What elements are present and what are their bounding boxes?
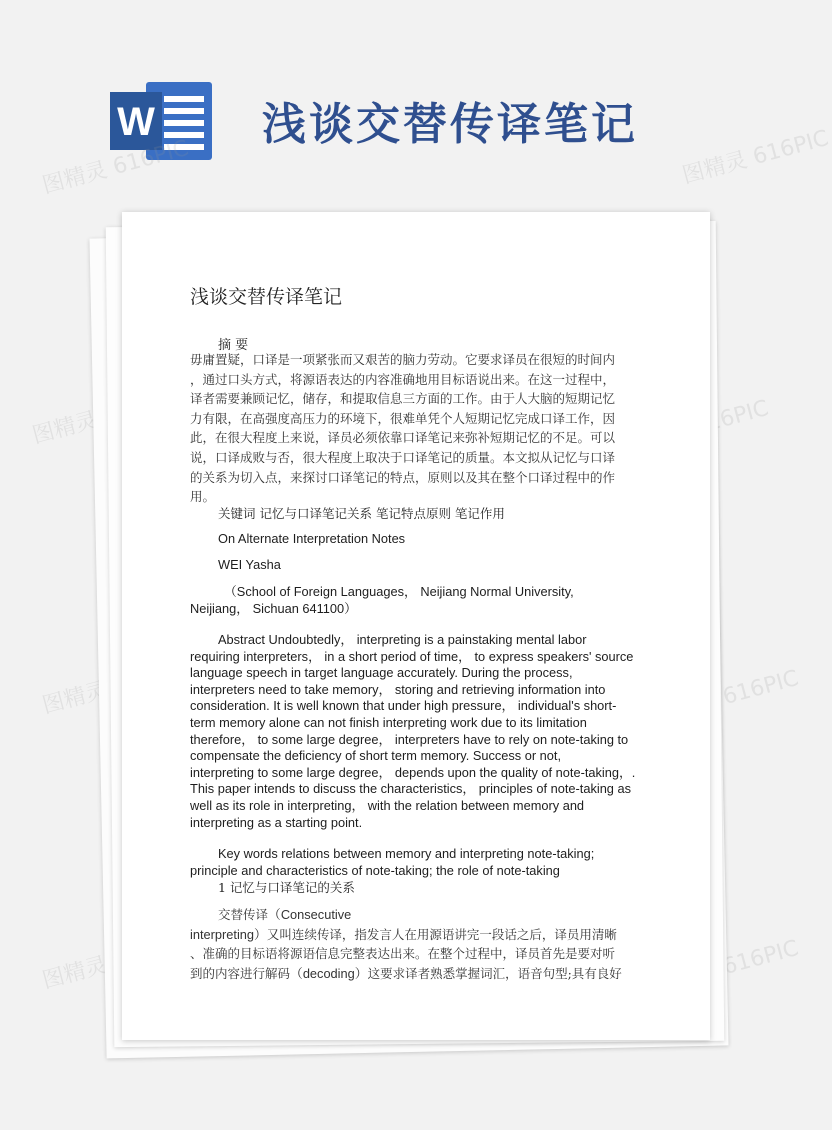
- abstract-cn-line: 译者需要兼顾记忆，储存，和提取信息三方面的工作。由于人大脑的短期记忆: [190, 391, 616, 407]
- para-text: 交替传译: [218, 907, 269, 922]
- watermark: 616PIC: [690, 395, 772, 441]
- header-banner: [0, 0, 800, 190]
- keywords-en-line: principle and characteristics of note-taking; the role of note-taking: [190, 862, 560, 878]
- english-keywords: [190, 846, 646, 879]
- watermark: 图精灵: [39, 952, 111, 994]
- document-page: [122, 212, 710, 1040]
- banner-title: 浅谈交替传译笔记: [262, 99, 638, 150]
- para-text: 这要求译者熟悉掌握词汇，语音句型;具有良好: [367, 965, 622, 981]
- abstract-en-line: interpreting to some large degree， depends upon the quality of note-taking，.: [190, 764, 636, 780]
- abstract-cn-line: 力有限，在高强度高压力的环境下，很难单凭个人短期记忆完成口译工作，因: [190, 410, 616, 426]
- english-abstract: [190, 632, 646, 831]
- keywords-en-line: Key words relations between memory and interpreting note-taking;: [218, 846, 595, 861]
- abstract-cn-line: 说，口译成败与否，很大程度上取决于口译笔记的质量。本文拟从记忆与口译: [190, 449, 616, 465]
- abstract-cn-line: 此，在很大程度上来说，译员必须依靠口译笔记来弥补短期记忆的不足。可以: [190, 430, 616, 446]
- abstract-cn-line: 毋庸置疑，口译是一项紧张而又艰苦的脑力劳动。它要求译员在很短的时间内: [190, 352, 616, 367]
- abstract-en-line: interpreters need to take memory， storing and retrieving information into: [190, 681, 606, 697]
- watermark: 图精灵: [39, 677, 111, 719]
- body-paragraph: [190, 905, 646, 983]
- affiliation-line: Neijiang， Sichuan 641100）: [190, 600, 357, 616]
- affiliation-line: （School of Foreign Languages， Neijiang Normal University,: [224, 584, 574, 599]
- english-affiliation: [190, 584, 650, 617]
- abstract-cn-line: 用。: [190, 489, 216, 505]
- watermark: 图精灵: [29, 407, 101, 449]
- logo-letter: W: [117, 100, 155, 144]
- abstract-en-line: This paper intends to discuss the characteristics， principles of note-taking as: [190, 781, 631, 797]
- abstract-en-line: requiring interpreters， in a short period of time， to express speakers' source: [190, 648, 634, 664]
- para-text-en: interpreting）: [190, 926, 267, 942]
- abstract-en-line: consideration. It is well known that under high pressure， individual's short-: [190, 698, 617, 714]
- para-text-en: （Consecutive: [268, 907, 352, 922]
- abstract-en-line: Abstract Undoubtedly， interpreting is a painstaking mental labor: [218, 632, 587, 647]
- abstract-cn-line: ，通过口头方式，将源语表达的内容准确地用目标语说出来。在这一过程中，: [190, 371, 616, 387]
- abstract-en-line: compensate the deficiency of short term memory. Success or not,: [190, 748, 562, 764]
- para-text: 又叫连续传译，指发言人在用源语讲完一段话之后，译员用清晰: [266, 926, 617, 942]
- section-heading: 1 记忆与口译笔记的关系: [218, 880, 355, 895]
- english-title: On Alternate Interpretation Notes: [218, 531, 406, 546]
- abstract-en-line: term memory alone can not finish interpreting work due to its limitation: [190, 714, 587, 730]
- abstract-en-line: well as its role in interpreting， with the relation between memory and: [190, 797, 585, 813]
- watermark: 图精灵 616PIC: [649, 665, 802, 729]
- abstract-cn: [190, 350, 638, 507]
- abstract-en-line: therefore， to some large degree， interpreters have to rely on note-taking to: [190, 731, 629, 747]
- watermark: 图精灵 616PIC: [679, 125, 832, 189]
- word-document-icon: [108, 80, 214, 162]
- para-text: 、准确的目标语将源语信息完整表达出来。在整个过程中，译员首先是要对听: [190, 946, 616, 961]
- para-text-en: （decoding）: [290, 965, 368, 981]
- keywords-cn: 关键词 记忆与口译笔记关系 笔记特点原则 笔记作用: [218, 506, 505, 521]
- watermark: 616PIC: [720, 935, 802, 981]
- watermark: 图精灵 616PIC: [39, 135, 192, 199]
- abstract-cn-line: 的关系为切入点，来探讨口译笔记的特点，原则以及其在整个口译过程中的作: [190, 469, 616, 485]
- para-text: 到的内容进行解码: [190, 965, 291, 981]
- document-title: 浅谈交替传译笔记: [190, 286, 343, 308]
- abstract-en-line: interpreting as a starting point.: [190, 814, 363, 830]
- english-author: WEI Yasha: [218, 557, 281, 572]
- abstract-en-line: language speech in target language accurately. During the process,: [190, 665, 573, 681]
- abstract-heading: 摘 要: [218, 338, 249, 353]
